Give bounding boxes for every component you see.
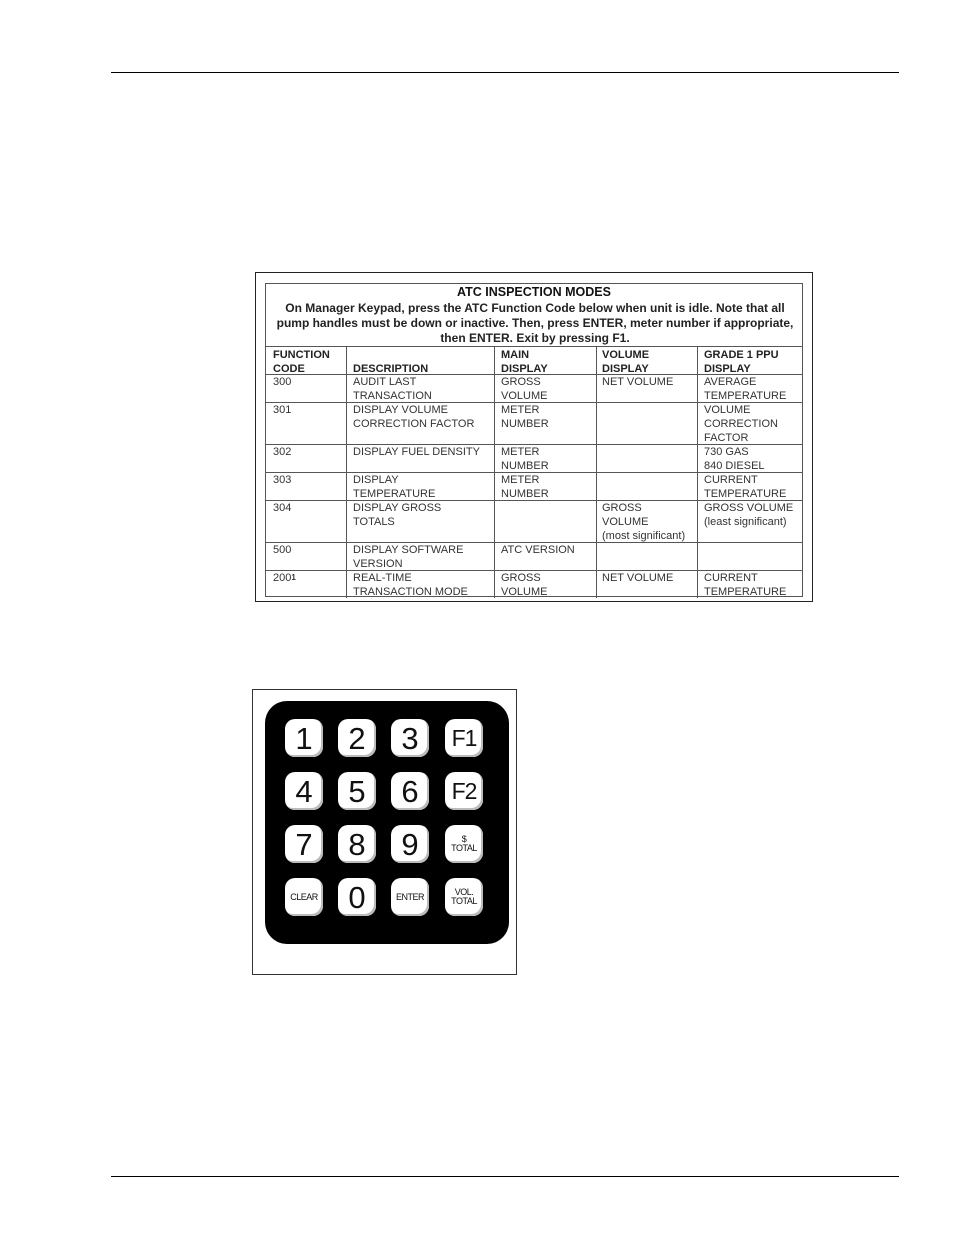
cell-ppu-display: AVERAGE TEMPERATURE bbox=[704, 376, 787, 402]
key-label: F2 bbox=[451, 777, 477, 804]
key-1[interactable] bbox=[285, 719, 323, 757]
key-label: 6 bbox=[401, 773, 419, 809]
key-label: 2 bbox=[348, 720, 366, 756]
key-vol-total[interactable] bbox=[445, 878, 483, 916]
header-volume-display: VOLUME DISPLAY bbox=[602, 349, 650, 375]
key-label: 0 bbox=[348, 879, 366, 915]
key-label: 3 bbox=[401, 720, 419, 756]
cell-description: DISPLAY TEMPERATURE bbox=[353, 474, 436, 500]
key-f2[interactable] bbox=[445, 772, 483, 810]
atc-inspection-table-figure bbox=[255, 272, 813, 602]
key-clear[interactable] bbox=[285, 878, 323, 916]
table-column-rule bbox=[596, 347, 597, 598]
cell-description: REAL-TIME TRANSACTION MODE bbox=[353, 572, 468, 598]
cell-code: 300 bbox=[273, 376, 292, 388]
manager-keypad bbox=[265, 701, 509, 944]
key-2[interactable] bbox=[338, 719, 376, 757]
cell-description: DISPLAY VOLUME CORRECTION FACTOR bbox=[353, 404, 475, 430]
cell-description: DISPLAY FUEL DENSITY bbox=[353, 446, 480, 458]
table-column-rule bbox=[346, 347, 347, 598]
cell-volume-display: NET VOLUME bbox=[602, 376, 674, 388]
table-column-rule bbox=[697, 347, 698, 598]
key-label: 7 bbox=[295, 826, 313, 862]
cell-code: 303 bbox=[273, 474, 292, 486]
manager-keypad-figure bbox=[252, 689, 517, 975]
key-3[interactable] bbox=[391, 719, 429, 757]
cell-code: 304 bbox=[273, 502, 292, 514]
header-rule bbox=[111, 72, 899, 73]
table-instructions: On Manager Keypad, press the ATC Function Code below when unit is idle. Note that all pump handles must be down or inactive. Then, press ENTER, meter number if appropriate, then ENTER. Exit by pressing F1. bbox=[276, 301, 794, 345]
cell-volume-display: GROSS VOLUME (most significant) bbox=[602, 502, 686, 542]
key-4[interactable] bbox=[285, 772, 323, 810]
cell-main-display: METER NUMBER bbox=[501, 446, 549, 472]
cell-main-display: ATC VERSION bbox=[501, 544, 575, 556]
cell-code: 301 bbox=[273, 404, 292, 416]
header-main-display: MAIN DISPLAY bbox=[501, 349, 548, 375]
cell-ppu-display: CURRENT TEMPERATURE bbox=[704, 474, 787, 500]
cell-main-display: METER NUMBER bbox=[501, 474, 549, 500]
key-dollar-total[interactable] bbox=[445, 825, 483, 863]
header-function-code: FUNCTION CODE bbox=[273, 349, 330, 375]
cell-description: AUDIT LAST TRANSACTION bbox=[353, 376, 432, 402]
cell-main-display: METER NUMBER bbox=[501, 404, 549, 430]
key-label: 9 bbox=[401, 826, 419, 862]
cell-ppu-display: 730 GAS 840 DIESEL bbox=[704, 446, 765, 472]
cell-description: DISPLAY SOFTWARE VERSION bbox=[353, 544, 464, 570]
cell-ppu-display: GROSS VOLUME (least significant) bbox=[704, 502, 794, 528]
key-7[interactable] bbox=[285, 825, 323, 863]
cell-ppu-display: CURRENT TEMPERATURE bbox=[704, 572, 787, 598]
cell-code: 500 bbox=[273, 544, 292, 556]
key-6[interactable] bbox=[391, 772, 429, 810]
cell-code bbox=[273, 571, 296, 585]
cell-volume-display: NET VOLUME bbox=[602, 572, 674, 584]
key-label: 4 bbox=[295, 773, 313, 809]
cell-code: 302 bbox=[273, 446, 292, 458]
key-9[interactable] bbox=[391, 825, 429, 863]
key-f1[interactable] bbox=[445, 719, 483, 757]
key-label: 5 bbox=[348, 773, 366, 809]
cell-main-display: GROSS VOLUME bbox=[501, 572, 548, 598]
cell-main-display: GROSS VOLUME bbox=[501, 376, 548, 402]
key-label: VOL. TOTAL bbox=[451, 887, 477, 906]
atc-inspection-table bbox=[265, 283, 803, 597]
cell-code-value: 200 bbox=[273, 572, 292, 584]
header-description: DESCRIPTION bbox=[353, 363, 429, 375]
key-8[interactable] bbox=[338, 825, 376, 863]
key-0[interactable] bbox=[338, 878, 376, 916]
footnote-marker: 1 bbox=[291, 573, 296, 582]
header-ppu-display: GRADE 1 PPU DISPLAY bbox=[704, 349, 779, 375]
table-title: ATC INSPECTION MODES bbox=[457, 285, 611, 299]
cell-ppu-display: VOLUME CORRECTION FACTOR bbox=[704, 404, 778, 444]
key-5[interactable] bbox=[338, 772, 376, 810]
key-label: 1 bbox=[295, 720, 313, 756]
key-label: F1 bbox=[451, 724, 477, 751]
footer-rule bbox=[111, 1176, 899, 1177]
cell-description: DISPLAY GROSS TOTALS bbox=[353, 502, 442, 528]
key-label: 8 bbox=[348, 826, 366, 862]
key-label: ENTER bbox=[395, 891, 424, 902]
key-label: $ TOTAL bbox=[451, 834, 477, 853]
key-label: CLEAR bbox=[290, 891, 318, 902]
table-column-rule bbox=[494, 347, 495, 598]
key-enter[interactable] bbox=[391, 878, 429, 916]
